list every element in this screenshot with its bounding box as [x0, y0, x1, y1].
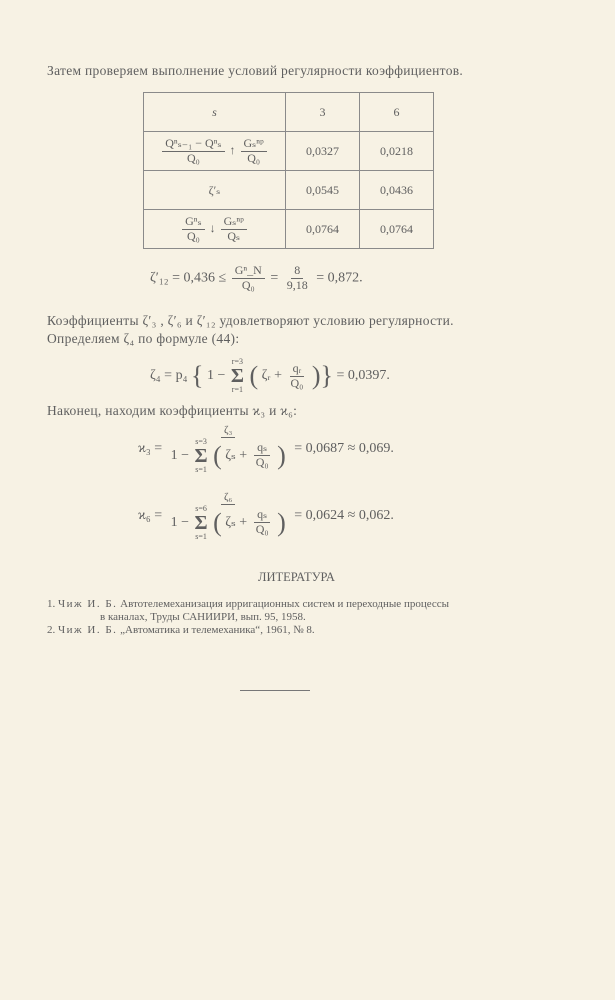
denominator: Q₀ — [186, 228, 200, 243]
sum-upper: s=3 — [195, 436, 207, 446]
paragraph-line: Наконец, находим коэффициенты ϰ₃ и ϰ₆: — [47, 403, 298, 418]
one-minus: 1 − — [170, 447, 190, 463]
closing-rule — [240, 690, 310, 691]
summation — [231, 358, 244, 394]
sum-lower: r=1 — [231, 385, 243, 394]
eq-lhs: ζ₄ = p₄ — [150, 368, 188, 384]
summation — [195, 505, 208, 541]
sum-upper: s=6 — [195, 503, 207, 513]
brace-close: } — [320, 361, 334, 390]
numerator: 8 — [291, 264, 303, 279]
sum-upper: r=3 — [231, 357, 243, 366]
cell: 0,0436 — [360, 171, 434, 210]
paren-close: ) — [277, 507, 286, 537]
table-row — [144, 210, 434, 249]
row-label — [144, 132, 286, 171]
ref-number: 1. — [47, 598, 56, 610]
denominator: Qₛ — [227, 228, 241, 243]
header-label: s — [212, 104, 217, 119]
cell: 0,0764 — [360, 210, 434, 249]
paren-close: ) — [311, 361, 321, 390]
paren-open: ( — [213, 440, 222, 470]
intro-paragraph: Затем проверяем выполнение условий регулярности коэффициентов. — [47, 63, 464, 78]
ref-text: Автотелемеханизация ирригационных систем и переходные процессы — [120, 598, 450, 610]
denominator: Q₀ — [290, 375, 304, 390]
fraction — [232, 264, 265, 293]
eq-lhs: ϰ₃ = — [138, 441, 163, 457]
denominator — [168, 505, 289, 541]
header-col: 3 — [286, 93, 360, 132]
eq-rhs: = 0,0687 ≈ 0,069. — [294, 441, 394, 457]
paren-open: ( — [249, 361, 259, 390]
fraction — [253, 441, 272, 470]
reference-item — [47, 598, 449, 610]
denominator: 9,18 — [286, 277, 308, 292]
eq-rhs: = 0,0397. — [336, 368, 390, 384]
fraction — [284, 264, 311, 293]
sum-lower: s=1 — [195, 531, 207, 541]
denominator: Q₀ — [186, 150, 200, 165]
reference-continuation: в каналах, Труды САНИИРИ, вып. 95, 1958. — [100, 611, 306, 623]
ref-number: 2. — [47, 624, 56, 636]
header-col: 6 — [360, 93, 434, 132]
equation-kappa6 — [138, 491, 394, 541]
arrow-down-icon: ↓ — [209, 220, 216, 235]
sum-lower: s=1 — [195, 464, 207, 474]
term: ζᵣ + — [261, 368, 283, 384]
row-label — [144, 210, 286, 249]
eq-rhs: = 0,872. — [316, 270, 363, 286]
numerator: ζ₃ — [221, 424, 235, 438]
denominator: Q₀ — [241, 277, 255, 292]
paren-open: ( — [213, 507, 222, 537]
numerator: Gⁿₛ — [182, 215, 205, 230]
fraction — [182, 215, 205, 244]
denominator: Q₀ — [255, 455, 269, 470]
regularity-table — [143, 92, 434, 249]
fraction — [221, 215, 247, 244]
eq-rhs: = 0,0624 ≈ 0,062. — [294, 508, 394, 524]
table-row — [144, 171, 434, 210]
fraction — [253, 508, 272, 537]
numerator: Qⁿₛ₋₁ − Qⁿₛ — [162, 137, 224, 152]
summation — [195, 438, 208, 474]
table-header-row — [144, 93, 434, 132]
paragraph-line: Определяем ζ₄ по формуле (44): — [47, 331, 240, 346]
term: ζₛ + — [225, 447, 248, 463]
eq-lhs: ζ′₁₂ = 0,436 ≤ — [150, 270, 227, 286]
paren-close: ) — [277, 440, 286, 470]
equation-kappa3 — [138, 424, 394, 474]
reference-item — [47, 624, 315, 636]
cell: 0,0545 — [286, 171, 360, 210]
denominator — [168, 438, 289, 474]
sigma-icon: Σ — [194, 444, 208, 467]
numerator: ζ₆ — [221, 491, 235, 505]
numerator: qₛ — [254, 508, 270, 523]
denominator: Q₀ — [247, 150, 261, 165]
numerator: qₛ — [254, 441, 270, 456]
numerator: Gₛⁿᵖ — [221, 215, 247, 230]
sigma-icon: Σ — [194, 511, 208, 534]
table-row — [144, 132, 434, 171]
ref-author: Чиж И. Б. — [58, 598, 118, 610]
denominator: Q₀ — [255, 522, 269, 537]
fraction — [168, 424, 289, 474]
equation-zeta12 — [150, 264, 363, 293]
fraction — [241, 137, 267, 166]
ref-author: Чиж И. Б. — [58, 624, 118, 636]
eq-lhs: ϰ₆ = — [138, 508, 163, 524]
one-minus: 1 − — [170, 514, 190, 530]
cell: 0,0764 — [286, 210, 360, 249]
fraction — [288, 362, 307, 391]
arrow-up-icon: ↑ — [229, 142, 236, 157]
equation-zeta4 — [150, 358, 390, 394]
cell: 0,0327 — [286, 132, 360, 171]
numerator: qᵣ — [290, 362, 305, 377]
header-s — [144, 93, 286, 132]
fraction — [168, 491, 289, 541]
row-label: ζ′ₛ — [144, 171, 286, 210]
equals: = — [270, 270, 279, 286]
cell: 0,0218 — [360, 132, 434, 171]
numerator: Gₛⁿᵖ — [241, 137, 267, 152]
term: ζₛ + — [225, 514, 248, 530]
numerator: Gⁿ_N — [232, 264, 265, 279]
references-title: ЛИТЕРАТУРА — [258, 570, 335, 584]
one-minus: 1 − — [206, 368, 226, 384]
brace-open: { — [190, 361, 204, 390]
ref-text: „Автоматика и телемеханика“, 1961, № 8. — [120, 624, 315, 636]
sigma-icon: Σ — [230, 365, 244, 387]
fraction — [162, 137, 224, 166]
paragraph-line: Коэффициенты ζ′₃ , ζ′₆ и ζ′₁₂ удовлетворяют условию регулярности. — [47, 313, 454, 328]
